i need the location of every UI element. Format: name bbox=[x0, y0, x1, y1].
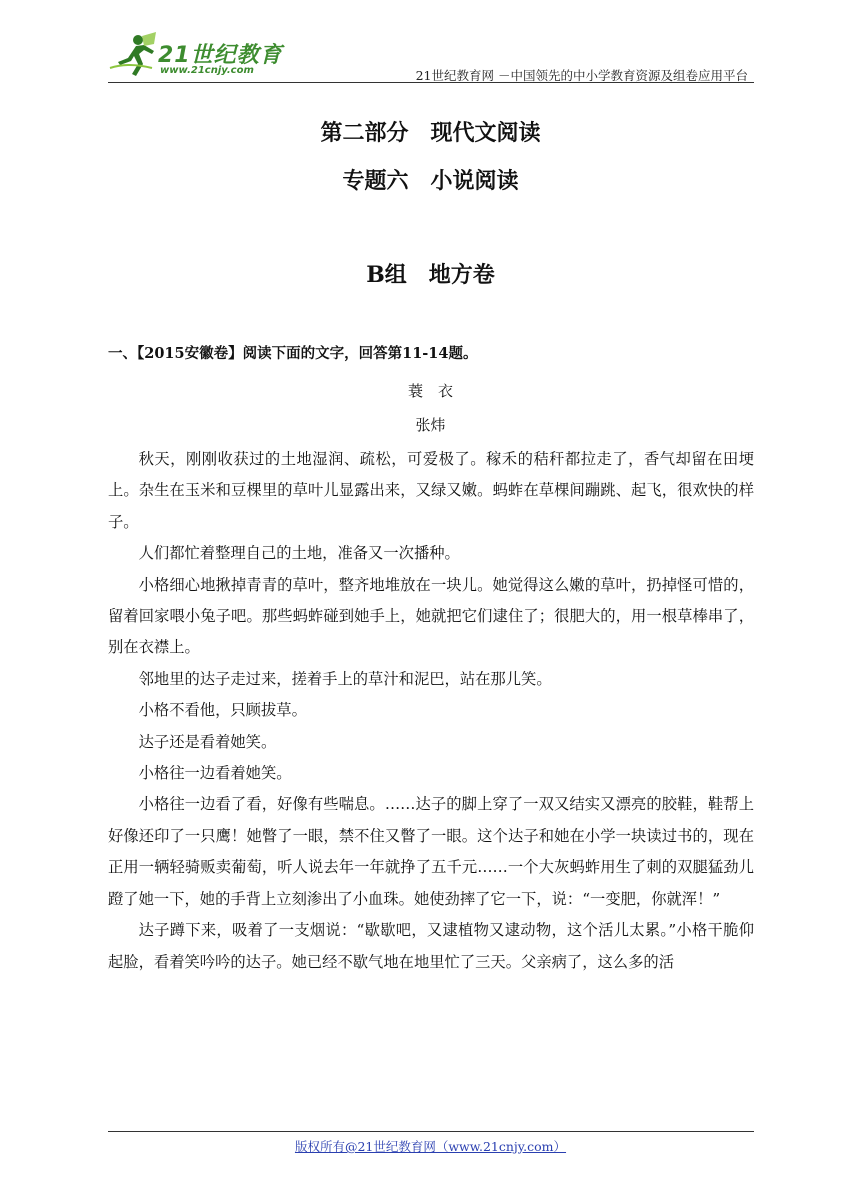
paragraph: 秋天，刚刚收获过的土地湿润、疏松，可爱极了。稼禾的秸秆都拉走了，香气却留在田埂上。杂生在玉米和豆棵里的草叶儿显露出来，又绿又嫩。蚂蚱在草棵间蹦跳、起飞，很欢快的样子。 bbox=[108, 450, 754, 531]
story-title: 蓑 衣 bbox=[407, 382, 453, 400]
topic-title: 专题六 小说阅读 bbox=[342, 168, 519, 194]
logo-url: www.21cnjy.com bbox=[160, 65, 254, 76]
story-body bbox=[108, 444, 754, 978]
paragraph: 小格不看他，只顾拔草。 bbox=[138, 701, 307, 720]
story-author: 张炜 bbox=[415, 416, 446, 434]
logo-text: 21世纪教育 bbox=[158, 43, 283, 68]
group-title: B组 地方卷 bbox=[366, 262, 495, 288]
paragraph: 小格细心地揪掉青青的草叶，整齐地堆放在一块儿。她觉得这么嫩的草叶，扔掉怪可惜的，留着回家喂小兔子吧。那些蚂蚱碰到她手上，她就把它们逮住了；很肥大的，用一根草棒串了，别在衣襟上。 bbox=[108, 575, 754, 657]
paragraph: 达子蹲下来，吸着了一支烟说：“歇歇吧，又逮植物又逮动物，这个活儿太累。”小格干脆仰起脸，看着笑吟吟的达子。她已经不歇气地在地里忙了三天。父亲病了，这么多的活 bbox=[108, 921, 754, 971]
header-tagline: 21世纪教育网 －中国领先的中小学教育资源及组卷应用平台 bbox=[415, 68, 748, 83]
footer-divider bbox=[108, 1131, 754, 1132]
paragraph: 小格往一边看了看，好像有些喘息。……达子的脚上穿了一双又结实又漂亮的胶鞋，鞋帮上好像还印了一只鹰！她瞥了一眼，禁不住又瞥了一眼。这个达子和她在小学一块读过书的，现在正用一辆轻骑贩卖葡萄，听人说去年一年就挣了五千元……一个大灰蚂蚱用生了刺的双腿猛劲儿蹬了她一下，她的手背上立刻渗出了小血珠。她使劲摔了它一下，说：“一变肥，你就浑！” bbox=[108, 795, 754, 908]
paragraph: 小格往一边看着她笑。 bbox=[138, 764, 292, 783]
footer-copyright-link[interactable]: 版权所有@21世纪教育网（www.21cnjy.com） bbox=[294, 1139, 567, 1154]
header-divider bbox=[108, 82, 754, 83]
paragraph: 人们都忙着整理自己的土地，准备又一次播种。 bbox=[138, 544, 460, 563]
part-title: 第二部分 现代文阅读 bbox=[320, 120, 541, 146]
site-logo[interactable] bbox=[108, 30, 283, 78]
runner-logo-icon bbox=[108, 32, 158, 78]
paragraph: 达子还是看着她笑。 bbox=[138, 732, 277, 751]
paragraph: 邻地里的达子走过来，搓着手上的草汁和泥巴，站在那儿笑。 bbox=[138, 669, 552, 688]
page-header bbox=[108, 30, 754, 82]
question-heading: 一、【2015安徽卷】阅读下面的文字，回答第11-14题。 bbox=[108, 345, 478, 362]
